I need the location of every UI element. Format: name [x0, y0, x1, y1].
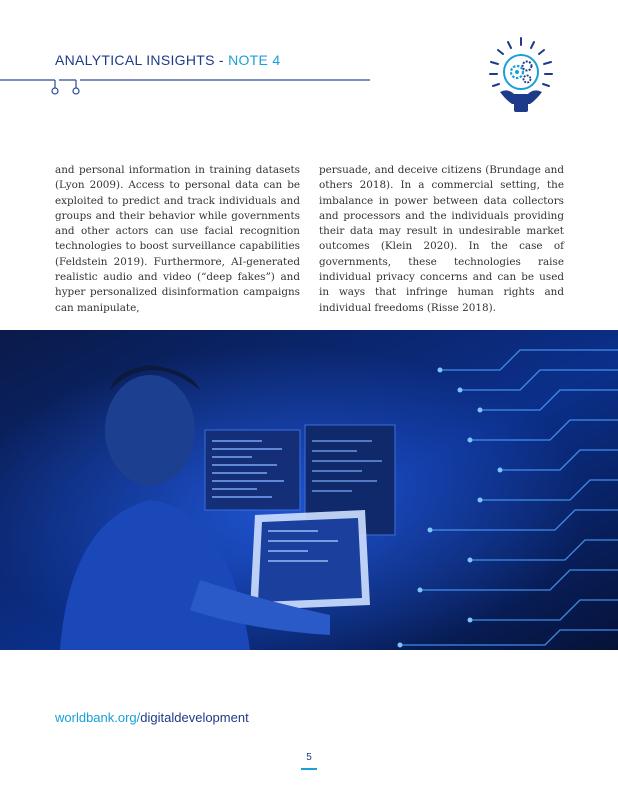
body-text-left-column: and personal information in training datasets (Lyon 2009). Access to personal data can be exploited to predict and track individuals and groups and their behavior while governments and other actors can use facial recognition technologies to boost surveillance capabilities (Feldstein 2019). Furthermore, AI-generated realistic audio and video (“deep fakes”) and hyper personalized disinformation campaigns can manipulate,: [55, 164, 300, 314]
page-number: 5: [306, 752, 312, 763]
body-text-right-column: persuade, and deceive citizens (Brundage and others 2018). In a commercial setting, the imbalance in power between data collectors and processors and the individuals providing their data may result in undesirable market outcomes (Klein 2020). In the case of governments, these technologies raise individual privacy concerns and can be used in ways that infringe human rights and individual freedoms (Risse 2018).: [319, 164, 564, 314]
footer-url[interactable]: [55, 710, 249, 725]
page-number-underline: [301, 768, 317, 770]
developer-at-computer-photo: [0, 330, 618, 650]
footer-url-path: digitaldevelopment: [140, 710, 249, 725]
header-note-number: NOTE 4: [228, 52, 281, 68]
footer-url-domain: worldbank.org/: [55, 710, 141, 725]
header-title: [55, 52, 280, 68]
header-title-prefix: ANALYTICAL INSIGHTS -: [55, 52, 229, 68]
lightbulb-gears-hand-icon: [486, 36, 556, 116]
header-rule: [0, 74, 400, 98]
